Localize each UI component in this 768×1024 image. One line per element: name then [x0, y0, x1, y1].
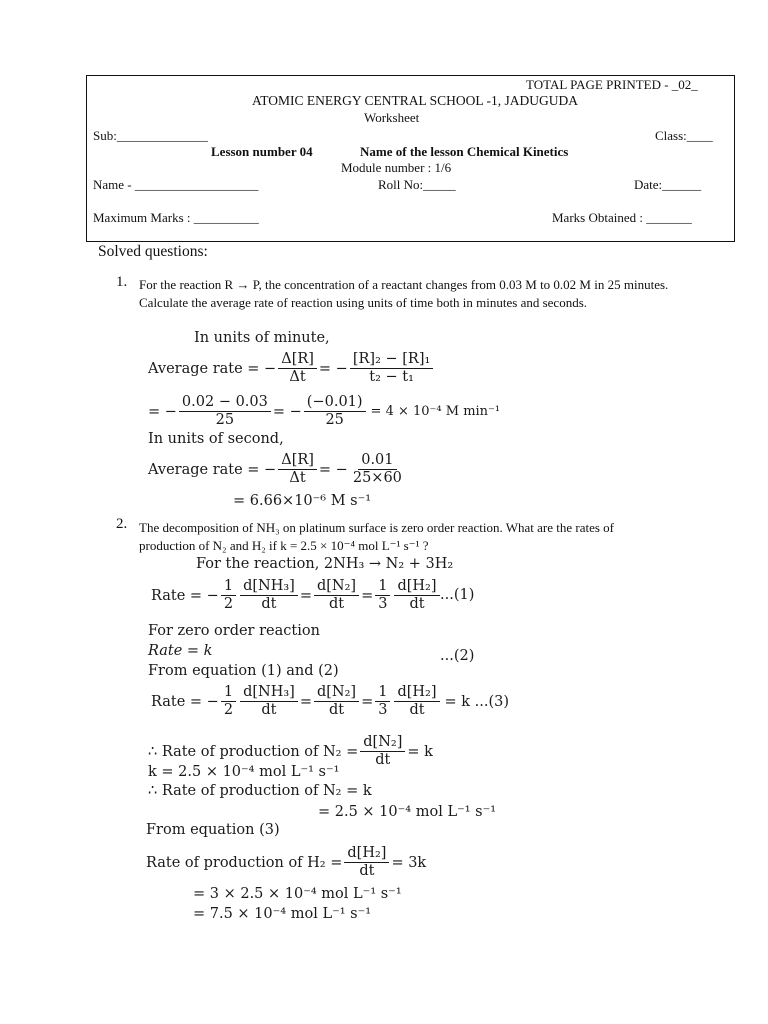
q2-eq2-label: ...(2)	[440, 648, 475, 664]
q1-dR: Δ[R]	[278, 351, 317, 369]
q2-h2-calc: = 3 × 2.5 × 10⁻⁴ mol L⁻¹ s⁻¹	[193, 886, 402, 902]
q1-avg-rate-sec	[148, 452, 407, 487]
q1-frac-dr-dt2	[278, 452, 317, 487]
q2-dnh3: d[NH₃]	[240, 578, 298, 596]
q1-den25b: 25	[325, 412, 344, 428]
q2-dt-3c: dt	[409, 702, 425, 718]
q2-rate-lead3: Rate = −	[151, 693, 219, 710]
q2-eq-3a: =	[299, 693, 312, 710]
school-name: ATOMIC ENERGY CENTRAL SCHOOL -1, JADUGUDA	[252, 93, 578, 108]
q2-third-num: 1	[375, 578, 390, 596]
q1-result-sec: = 6.66×10⁻⁶ M s⁻¹	[233, 493, 372, 509]
q2-frac-dh2-prod	[344, 845, 389, 880]
lesson-number: Lesson number 04	[211, 144, 313, 159]
q1-minus-eq: = −	[318, 360, 348, 377]
q2-k-value: k = 2.5 × 10⁻⁴ mol L⁻¹ s⁻¹	[148, 764, 340, 780]
class-field: Class:____	[655, 128, 713, 143]
q2-frac-dn2-prod	[360, 734, 405, 769]
q1-dt2: Δt	[289, 470, 306, 486]
date-field: Date:______	[634, 177, 702, 192]
q2-n2-value: = 2.5 × 10⁻⁴ mol L⁻¹ s⁻¹	[318, 804, 497, 820]
q2-dn2-3: d[N₂]	[314, 684, 359, 702]
q2-dh2-3: d[H₂]	[394, 684, 439, 702]
q2-h2-rate-line	[146, 845, 426, 880]
roll-field: Roll No:_____	[378, 177, 456, 192]
q2-frac-half	[221, 578, 236, 613]
q2-frac-dn2	[314, 578, 359, 613]
q2-dt-h2: dt	[359, 863, 375, 879]
q1-diff: 0.02 − 0.03	[179, 394, 271, 412]
q2-dh2-prod: d[H₂]	[344, 845, 389, 863]
q2-therefore-n2: ∴ Rate of production of N₂ =	[148, 743, 359, 760]
q2-frac-dn2-3	[314, 684, 359, 719]
q2-h2-value: = 7.5 × 10⁻⁴ mol L⁻¹ s⁻¹	[193, 906, 372, 922]
q2-eq-a: =	[299, 587, 312, 604]
q1-calc-minus: = −	[272, 403, 302, 420]
q2-eq-k: = k	[407, 743, 433, 760]
worksheet-label: Worksheet	[364, 110, 420, 125]
q2-eq-3k: = 3k	[391, 854, 427, 871]
lesson-name: Name of the lesson Chemical Kinetics	[360, 144, 569, 159]
q2-frac-dh2-3	[394, 684, 439, 719]
q1-units-second: In units of second,	[148, 431, 284, 447]
q1-R2R1: [R]₂ − [R]₁	[350, 351, 433, 369]
q2-therefore-n2-k: ∴ Rate of production of N₂ = k	[148, 783, 372, 799]
q1-avg-rate-label: Average rate = −	[148, 360, 277, 377]
q1-frac-r2r1	[350, 351, 433, 386]
q1-avg-rate-label2: Average rate = −	[148, 461, 277, 478]
q2-reaction: For the reaction, 2NH₃ → N₂ + 3H₂	[196, 556, 454, 572]
q2-frac-dh2	[394, 578, 439, 613]
q2-third-num3: 1	[375, 684, 390, 702]
name-field: Name - ___________________	[93, 177, 259, 192]
q2-frac-third3	[375, 684, 390, 719]
q2-dt-3a: dt	[261, 702, 277, 718]
q2-dt-a: dt	[261, 596, 277, 612]
marks-obtained: Marks Obtained : _______	[552, 210, 692, 225]
q2-frac-half3	[221, 684, 236, 719]
maximum-marks: Maximum Marks : __________	[93, 210, 259, 225]
q1-result-min: = 4 × 10⁻⁴ M min⁻¹	[370, 404, 501, 419]
q2-frac-dnh3-3	[240, 684, 298, 719]
q2-from-3: From equation (3)	[146, 822, 280, 838]
q2-number: 2.	[116, 516, 128, 532]
q1-avg-rate-eq	[148, 351, 435, 386]
q2-from-1-2: From equation (1) and (2)	[148, 663, 339, 679]
q2-half-num: 1	[221, 578, 236, 596]
q2-dn2: d[N₂]	[314, 578, 359, 596]
q1-minus-eq2: = −	[318, 461, 348, 478]
q2-half-den: 2	[223, 596, 234, 612]
q2-third-den: 3	[378, 596, 388, 612]
q2-eq-b: =	[361, 587, 374, 604]
q1-frac-diff	[179, 394, 271, 429]
q1-frac-001	[350, 452, 405, 487]
q1-calc-lead: = −	[148, 403, 177, 420]
q1-frac-neg001	[304, 394, 366, 429]
q1-t2t1: t₂ − t₁	[369, 369, 414, 385]
q1-num001: 0.01	[358, 452, 396, 470]
q2-dt-b: dt	[328, 596, 345, 612]
q2-half-num3: 1	[221, 684, 236, 702]
q2-dt-c: dt	[409, 596, 425, 612]
q2-rate-eq3	[151, 684, 509, 719]
q1-den2560: 25×60	[352, 470, 402, 486]
q2-eq-3b: =	[361, 693, 374, 710]
q2-frac-dnh3	[240, 578, 298, 613]
q1-dt: Δt	[289, 369, 306, 385]
subject-field: Sub:______________	[93, 128, 208, 143]
q1-calc-line	[148, 394, 500, 429]
q2-text: The decomposition of NH₃ on platinum surface is zero order reaction. What are the rates of production of N₂ and H₂ if k = 2.5 × 10⁻⁴ mol L⁻¹ s⁻¹ ?	[139, 520, 615, 553]
q2-rate-lead: Rate = −	[151, 587, 219, 604]
q1-frac-dr-dt	[278, 351, 317, 386]
q2-rate-eq1	[151, 578, 442, 613]
q2-dt-prod: dt	[375, 752, 391, 768]
q2-dn2-prod: d[N₂]	[360, 734, 405, 752]
q2-eq1-label: ...(1)	[440, 587, 475, 603]
q2-frac-third	[375, 578, 390, 613]
q2-half-den3: 2	[223, 702, 234, 718]
q2-h2-lead: Rate of production of H₂ =	[146, 854, 343, 871]
section-title: Solved questions:	[98, 243, 208, 260]
q1-den25a: 25	[215, 412, 235, 428]
q2-rate-k: Rate = k	[148, 643, 213, 659]
q1-units-minute: In units of minute,	[194, 330, 330, 346]
q2-third-den3: 3	[378, 702, 388, 718]
module-number: Module number : 1/6	[341, 160, 452, 175]
q2-dt-3b: dt	[328, 702, 345, 718]
total-pages: TOTAL PAGE PRINTED - _02_	[526, 77, 698, 92]
q2-dnh3-3: d[NH₃]	[240, 684, 298, 702]
q2-eq3-tail: = k ...(3)	[444, 693, 510, 710]
q1-number: 1.	[116, 274, 128, 290]
q1-neg001: (−0.01)	[304, 394, 366, 412]
q1-dR2: Δ[R]	[278, 452, 317, 470]
q2-dh2: d[H₂]	[394, 578, 439, 596]
q1-text: For the reaction R → P, the concentration of a reactant changes from 0.03 M to 0.02 M in 25 minutes. Calculate the average rate of reaction using units of time both in minutes and seconds.	[139, 277, 669, 310]
q2-zero-order: For zero order reaction	[148, 623, 320, 639]
